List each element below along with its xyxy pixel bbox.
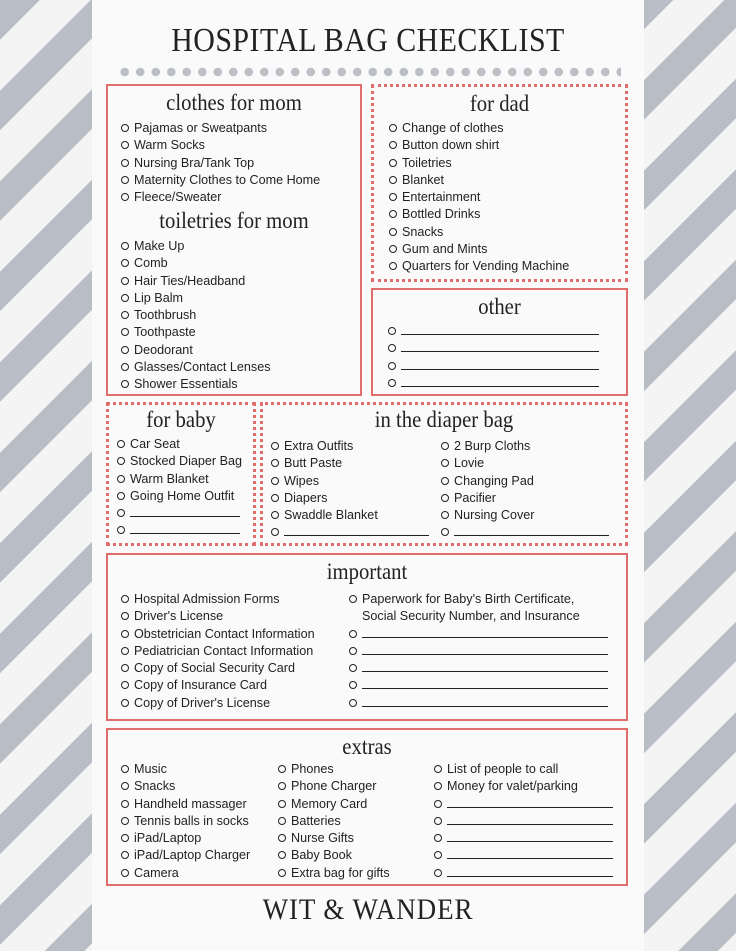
write-in-line[interactable] xyxy=(284,524,429,536)
checklist-item[interactable]: Car Seat xyxy=(116,436,242,453)
checklist-item[interactable]: Maternity Clothes to Come Home xyxy=(120,172,320,189)
heading-for-dad: for dad xyxy=(469,91,530,116)
checklist-item[interactable]: Diapers xyxy=(270,490,429,507)
list-extras-col1 xyxy=(120,761,250,882)
checklist-item[interactable]: Blanket xyxy=(388,172,569,189)
checklist-item[interactable]: Handheld massager xyxy=(120,796,250,813)
list-important-col1 xyxy=(120,591,315,712)
write-in-line[interactable] xyxy=(362,626,608,638)
list-diaper-bag-col2 xyxy=(440,438,609,542)
checklist-item[interactable]: Pajamas or Sweatpants xyxy=(120,120,320,137)
heading-clothes-for-mom: clothes for mom xyxy=(166,90,302,115)
checklist-item[interactable]: Extra bag for gifts xyxy=(277,865,390,882)
checklist-item[interactable]: Driver's License xyxy=(120,608,315,625)
checklist-item[interactable]: Wipes xyxy=(270,473,429,490)
section-for-dad xyxy=(371,84,628,282)
checklist-item[interactable]: Stocked Diaper Bag xyxy=(116,453,242,470)
blank-checklist-item[interactable] xyxy=(348,677,608,694)
checklist-item[interactable]: Lovie xyxy=(440,455,609,472)
checklist-item[interactable]: Warm Blanket xyxy=(116,471,242,488)
write-in-line[interactable] xyxy=(447,813,613,825)
checklist-item[interactable]: Change of clothes xyxy=(388,120,569,137)
checklist-item[interactable]: Copy of Insurance Card xyxy=(120,677,315,694)
list-extras-col3 xyxy=(433,761,613,882)
dotted-divider xyxy=(117,66,621,78)
checklist-item[interactable]: Toiletries xyxy=(388,155,569,172)
checklist-item[interactable]: Baby Book xyxy=(277,847,390,864)
blank-checklist-item[interactable] xyxy=(348,643,608,660)
checklist-item[interactable]: Entertainment xyxy=(388,189,569,206)
blank-checklist-item[interactable] xyxy=(433,796,613,813)
checklist-item[interactable]: Hair Ties/Headband xyxy=(120,273,271,290)
checklist-item[interactable]: Phone Charger xyxy=(277,778,390,795)
checklist-item[interactable]: Quarters for Vending Machine xyxy=(388,258,569,275)
checklist-item[interactable]: Nurse Gifts xyxy=(277,830,390,847)
heading-for-baby: for baby xyxy=(146,407,216,432)
write-in-line[interactable] xyxy=(362,660,608,672)
checklist-item[interactable]: Paperwork for Baby's Birth Certificate, xyxy=(348,591,608,608)
blank-checklist-item[interactable] xyxy=(433,847,613,864)
list-for-dad xyxy=(388,120,569,276)
heading-diaper-bag: in the diaper bag xyxy=(374,407,514,432)
checklist-item[interactable]: Make Up xyxy=(120,238,271,255)
checklist-item[interactable]: Snacks xyxy=(120,778,250,795)
blank-checklist-item[interactable] xyxy=(440,524,609,541)
list-diaper-bag-col1 xyxy=(270,438,429,542)
checklist-item[interactable]: 2 Burp Cloths xyxy=(440,438,609,455)
checklist-item[interactable]: Nursing Cover xyxy=(440,507,609,524)
checklist-item[interactable]: Obstetrician Contact Information xyxy=(120,626,315,643)
checklist-item[interactable]: Pediatrician Contact Information xyxy=(120,643,315,660)
write-in-line[interactable] xyxy=(447,865,613,877)
checklist-item[interactable]: Button down shirt xyxy=(388,137,569,154)
section-for-baby xyxy=(106,402,256,546)
write-in-line[interactable] xyxy=(362,695,608,707)
heading-other: other xyxy=(478,294,521,319)
checklist-item[interactable]: Copy of Social Security Card xyxy=(120,660,315,677)
write-in-line[interactable] xyxy=(447,847,613,859)
blank-checklist-item[interactable] xyxy=(433,813,613,830)
checklist-item[interactable]: Shower Essentials xyxy=(120,376,271,393)
blank-checklist-item[interactable] xyxy=(348,660,608,677)
checklist-item[interactable]: Comb xyxy=(120,255,271,272)
checklist-item[interactable]: iPad/Laptop Charger xyxy=(120,847,250,864)
checklist-item[interactable]: iPad/Laptop xyxy=(120,830,250,847)
checklist-item[interactable]: Fleece/Sweater xyxy=(120,189,320,206)
blank-checklist-item[interactable] xyxy=(433,865,613,882)
write-in-line[interactable] xyxy=(401,358,599,370)
blank-checklist-item[interactable] xyxy=(387,358,599,375)
heading-extras: extras xyxy=(342,734,392,759)
list-for-baby xyxy=(116,436,242,540)
blank-checklist-item[interactable] xyxy=(270,524,429,541)
write-in-line[interactable] xyxy=(130,505,240,517)
checklist-item[interactable]: Swaddle Blanket xyxy=(270,507,429,524)
checklist-item[interactable]: Changing Pad xyxy=(440,473,609,490)
checklist-item[interactable]: Gum and Mints xyxy=(388,241,569,258)
write-in-line[interactable] xyxy=(447,796,613,808)
checklist-item[interactable]: Glasses/Contact Lenses xyxy=(120,359,271,376)
checklist-item-continuation: Social Security Number, and Insurance xyxy=(362,609,580,624)
checklist-item[interactable]: Hospital Admission Forms xyxy=(120,591,315,608)
list-toiletries-for-mom xyxy=(120,238,271,394)
checklist-page xyxy=(92,0,644,951)
list-important-col2 xyxy=(348,591,608,712)
checklist-item[interactable]: Batteries xyxy=(277,813,390,830)
checklist-item[interactable]: Lip Balm xyxy=(120,290,271,307)
checklist-item[interactable]: Memory Card xyxy=(277,796,390,813)
checklist-item[interactable]: List of people to call xyxy=(433,761,613,778)
list-other xyxy=(387,323,599,392)
write-in-line[interactable] xyxy=(454,524,609,536)
heading-important: important xyxy=(326,559,408,584)
checklist-item[interactable]: Bottled Drinks xyxy=(388,206,569,223)
write-in-line[interactable] xyxy=(362,643,608,655)
section-diaper-bag xyxy=(260,402,628,546)
checklist-item[interactable]: Pacifier xyxy=(440,490,609,507)
checklist-item[interactable]: Tennis balls in socks xyxy=(120,813,250,830)
checklist-item[interactable]: Warm Socks xyxy=(120,137,320,154)
blank-checklist-item[interactable] xyxy=(348,695,608,712)
list-clothes-for-mom xyxy=(120,120,320,206)
heading-toiletries-for-mom: toiletries for mom xyxy=(159,208,309,233)
checklist-item[interactable]: Snacks xyxy=(388,224,569,241)
blank-checklist-item[interactable] xyxy=(348,626,608,643)
write-in-line[interactable] xyxy=(362,677,608,689)
section-important xyxy=(106,553,628,721)
section-extras xyxy=(106,728,628,886)
write-in-line[interactable] xyxy=(130,522,240,534)
blank-checklist-item[interactable] xyxy=(387,375,599,392)
blank-checklist-item[interactable] xyxy=(116,522,242,539)
checklist-item[interactable]: Camera xyxy=(120,865,250,882)
checklist-item[interactable]: Music xyxy=(120,761,250,778)
page-title: HOSPITAL BAG CHECKLIST xyxy=(171,22,565,59)
checklist-item[interactable]: Going Home Outfit xyxy=(116,488,242,505)
section-mom xyxy=(106,84,362,396)
blank-checklist-item[interactable] xyxy=(116,505,242,522)
blank-checklist-item[interactable] xyxy=(433,830,613,847)
checklist-item[interactable]: Extra Outfits xyxy=(270,438,429,455)
blank-checklist-item[interactable] xyxy=(387,340,599,357)
checklist-item[interactable]: Money for valet/parking xyxy=(433,778,613,795)
checklist-item[interactable]: Butt Paste xyxy=(270,455,429,472)
checklist-item[interactable]: Deodorant xyxy=(120,342,271,359)
list-extras-col2 xyxy=(277,761,390,882)
checklist-item[interactable]: Copy of Driver's License xyxy=(120,695,315,712)
checklist-item[interactable]: Nursing Bra/Tank Top xyxy=(120,155,320,172)
write-in-line[interactable] xyxy=(401,375,599,387)
checklist-item[interactable]: Toothpaste xyxy=(120,324,271,341)
write-in-line[interactable] xyxy=(447,830,613,842)
section-other xyxy=(371,288,628,396)
blank-checklist-item[interactable] xyxy=(387,323,599,340)
checklist-item[interactable]: Phones xyxy=(277,761,390,778)
write-in-line[interactable] xyxy=(401,340,599,352)
write-in-line[interactable] xyxy=(401,323,599,335)
checklist-item[interactable]: Toothbrush xyxy=(120,307,271,324)
brand-footer: WIT & WANDER xyxy=(262,893,474,926)
